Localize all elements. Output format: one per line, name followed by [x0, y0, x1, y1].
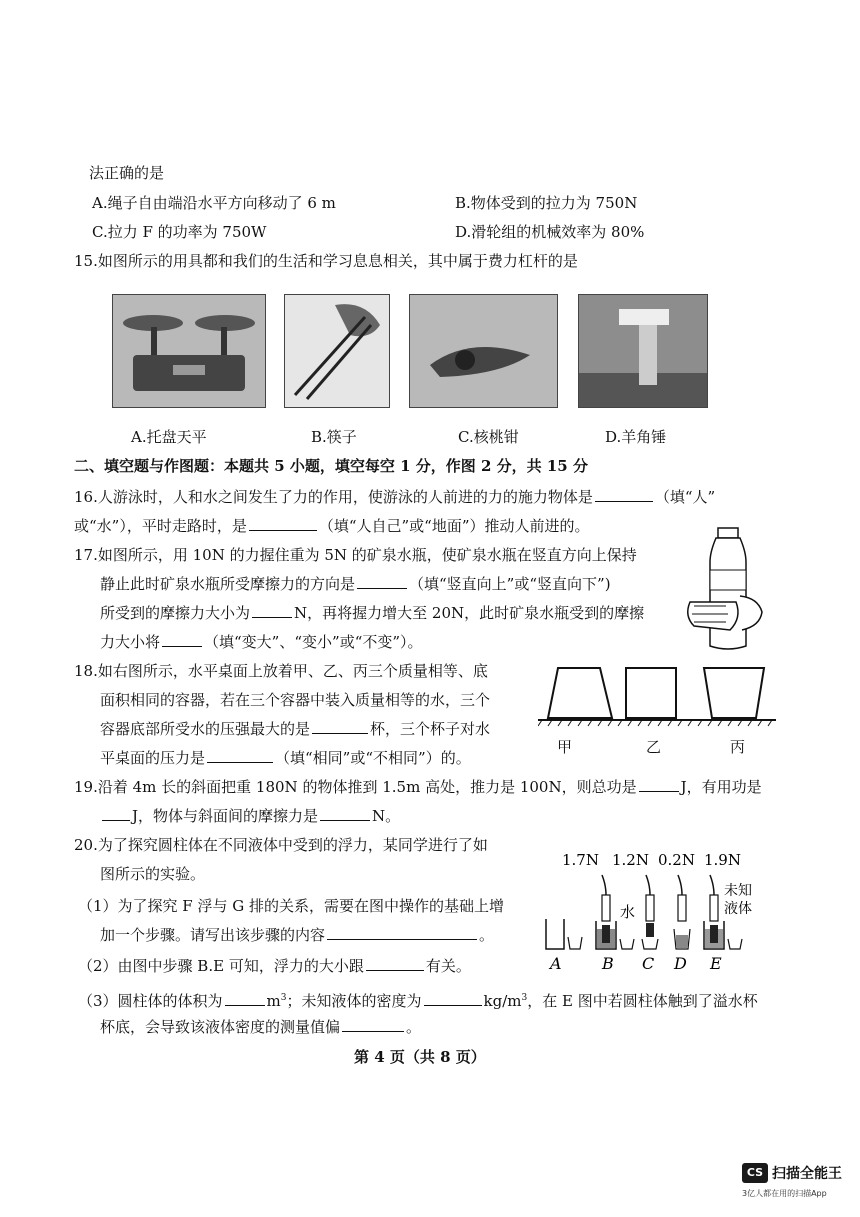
q15-caption-d: D.羊角锤	[605, 428, 667, 446]
q15-caption-a: A.托盘天平	[131, 428, 207, 446]
q20-blank-1[interactable]	[327, 925, 477, 940]
q18-line-2: 面积相同的容器，若在三个容器中装入质量相等的水，三个	[100, 691, 491, 709]
q20-sup-2: 3	[521, 993, 528, 1003]
nutcracker-photo	[409, 294, 558, 408]
q20-sub-1a: （1）为了探究 F 浮与 G 排的关系，需要在图中操作的基础上增	[78, 897, 505, 915]
q20-sub-3-line	[78, 988, 758, 1011]
claw-hammer-icon	[579, 295, 707, 407]
balance-photo	[112, 294, 266, 408]
q20-text-2b: 有关。	[425, 957, 471, 975]
q20-text-1c: 。	[479, 926, 495, 944]
q17-line-4	[100, 632, 423, 652]
q20-sub-3b-line	[100, 1017, 421, 1037]
q20-text-3e: ，在 E 图中若圆柱体触到了溢水杯	[527, 992, 758, 1010]
q15-caption-b: B.筷子	[311, 428, 357, 446]
q18-line-3	[100, 719, 490, 739]
q14-option-b: B.物体受到的拉力为 750N	[455, 194, 638, 212]
q17-line-2	[100, 574, 611, 594]
unknown-label-1: 未知	[724, 883, 752, 899]
q20-text-2a: （2）由图中步骤 B.E 可知，浮力的大小跟	[78, 957, 364, 975]
q16-text-1a: 16.人游泳时，人和水之间发生了力的作用，使游泳的人前进的力的施力物体是	[74, 488, 593, 506]
q20-blank-5[interactable]	[342, 1017, 404, 1032]
q17-text-3a: 所受到的摩擦力大小为	[100, 604, 251, 622]
claw-hammer-photo	[578, 294, 708, 408]
q18-text-4a: 平桌面的压力是	[100, 749, 206, 767]
water-label: 水	[620, 903, 636, 921]
reading-1: 1.7N	[562, 851, 599, 869]
q18-text-3a: 容器底部所受水的压强最大的是	[100, 720, 311, 738]
q14-option-a: A.绳子自由端沿水平方向移动了 6 m	[92, 194, 336, 212]
page-footer: 第 4 页（共 8 页）	[354, 1048, 486, 1066]
q17-blank-3[interactable]	[162, 632, 202, 647]
q17-blank-1[interactable]	[357, 574, 407, 589]
q15-stem: 15.如图所示的用具都和我们的生活和学习息息相关，其中属于费力杠杆的是	[74, 252, 578, 270]
unknown-label-2: 液体	[724, 901, 752, 917]
step-label-c: C	[642, 954, 655, 973]
reading-2: 1.2N	[612, 851, 649, 869]
balance-icon	[113, 295, 265, 407]
q18-line-1: 18.如右图所示，水平桌面上放着甲、乙、丙三个质量相等、底	[74, 662, 488, 680]
step-label-d: D	[674, 954, 687, 973]
scanner-app-name: 扫描全能王	[772, 1166, 842, 1182]
step-label-e: E	[710, 954, 722, 973]
q16-blank-2[interactable]	[249, 516, 317, 531]
step-label-b: B	[602, 954, 614, 973]
reading-4: 1.9N	[704, 851, 741, 869]
bottle-hand-icon	[680, 526, 776, 654]
q20-unit-kgm3: kg/m	[483, 992, 522, 1010]
q17-text-3b: N，再将握力增大至 20N，此时矿泉水瓶受到的摩擦	[294, 604, 645, 622]
q20-blank-3[interactable]	[225, 991, 265, 1006]
q16-line-2	[74, 516, 590, 536]
q19-line-2	[100, 806, 400, 826]
q20-text-3f: 杯底，会导致该液体密度的测量值偏	[100, 1018, 341, 1036]
q20-text-3c: ；未知液体的密度为	[286, 992, 422, 1010]
q20-text-1b: 加一个步骤。请写出该步骤的内容	[100, 926, 326, 944]
q16-text-2a: 或“水”），平时走路时，是	[74, 517, 247, 535]
q20-line-1: 20.为了探究圆柱体在不同液体中受到的浮力，某同学进行了如	[74, 836, 488, 854]
reading-3: 0.2N	[658, 851, 695, 869]
container-label-bing: 丙	[730, 738, 746, 756]
q20-sup-1: 3	[280, 993, 287, 1003]
q20-line-2: 图所示的实验。	[100, 865, 206, 883]
q19-blank-1[interactable]	[639, 777, 679, 792]
q16-line-1	[74, 487, 715, 507]
nutcracker-icon	[410, 295, 557, 407]
q14-option-c: C.拉力 F 的功率为 750W	[92, 223, 267, 241]
q17-line-1: 17.如图所示，用 10N 的力握住重为 5N 的矿泉水瓶，使矿泉水瓶在竖直方向上保持	[74, 546, 637, 564]
q14-tail: 法正确的是	[89, 164, 165, 182]
q18-text-4b: （填“相同”或“不相同”）的。	[275, 749, 471, 767]
section-2-heading: 二、填空题与作图题：本题共 5 小题，填空每空 1 分，作图 2 分，共 15 分	[74, 457, 588, 475]
q19-blank-2[interactable]	[102, 806, 130, 821]
q20-blank-2[interactable]	[366, 956, 424, 971]
q20-sub-1b-line	[100, 925, 494, 945]
q18-blank-1[interactable]	[312, 719, 368, 734]
buoyancy-experiment-icon	[540, 845, 780, 975]
bottle-hand-figure	[680, 526, 776, 658]
q17-text-2b: （填“竖直向上”或“竖直向下”)	[409, 575, 611, 593]
q16-text-2b: （填“人自己”或“地面”）推动人前进的。	[318, 517, 590, 535]
q17-text-4a: 力大小将	[100, 633, 161, 651]
q19-text-1a: 19.沿着 4m 长的斜面把重 180N 的物体推到 1.5m 高处，推力是 100N，则总功是	[74, 778, 637, 796]
q20-blank-4[interactable]	[424, 991, 482, 1006]
q19-line-1	[74, 777, 762, 797]
q17-blank-2[interactable]	[252, 603, 292, 618]
scanner-tagline: 3亿人都在用的扫描App	[742, 1189, 827, 1198]
q17-text-4b: （填“变大”、“变小”或“不变”）。	[204, 633, 423, 651]
q18-line-4	[100, 748, 471, 768]
q19-blank-3[interactable]	[320, 806, 370, 821]
q20-text-3g: 。	[406, 1018, 422, 1036]
q19-text-2b: N。	[372, 807, 401, 825]
container-label-jia: 甲	[557, 738, 573, 756]
q17-text-2a: 静止此时矿泉水瓶所受摩擦力的方向是	[100, 575, 356, 593]
step-label-a: A	[550, 954, 562, 973]
q15-caption-c: C.核桃钳	[458, 428, 519, 446]
q16-blank-1[interactable]	[595, 487, 653, 502]
q19-text-2a: J，物体与斜面间的摩擦力是	[132, 807, 319, 825]
q17-line-3	[100, 603, 644, 623]
container-label-yi: 乙	[646, 738, 662, 756]
scanner-logo-badge: CS	[742, 1163, 768, 1183]
chopsticks-photo	[284, 294, 390, 408]
q18-text-3b: 杯，三个杯子对水	[370, 720, 491, 738]
q14-option-d: D.滑轮组的机械效率为 80%	[455, 223, 645, 241]
buoyancy-experiment-figure	[540, 845, 780, 979]
q20-unit-m3: m	[266, 992, 281, 1010]
q18-blank-2[interactable]	[207, 748, 273, 763]
q19-text-1b: J，有用功是	[680, 778, 762, 796]
q16-text-1b: （填“人”	[654, 488, 716, 506]
q20-text-3a: （3）圆柱体的体积为	[78, 992, 223, 1010]
q20-sub-2-line	[78, 956, 471, 976]
chopsticks-icon	[285, 295, 389, 407]
